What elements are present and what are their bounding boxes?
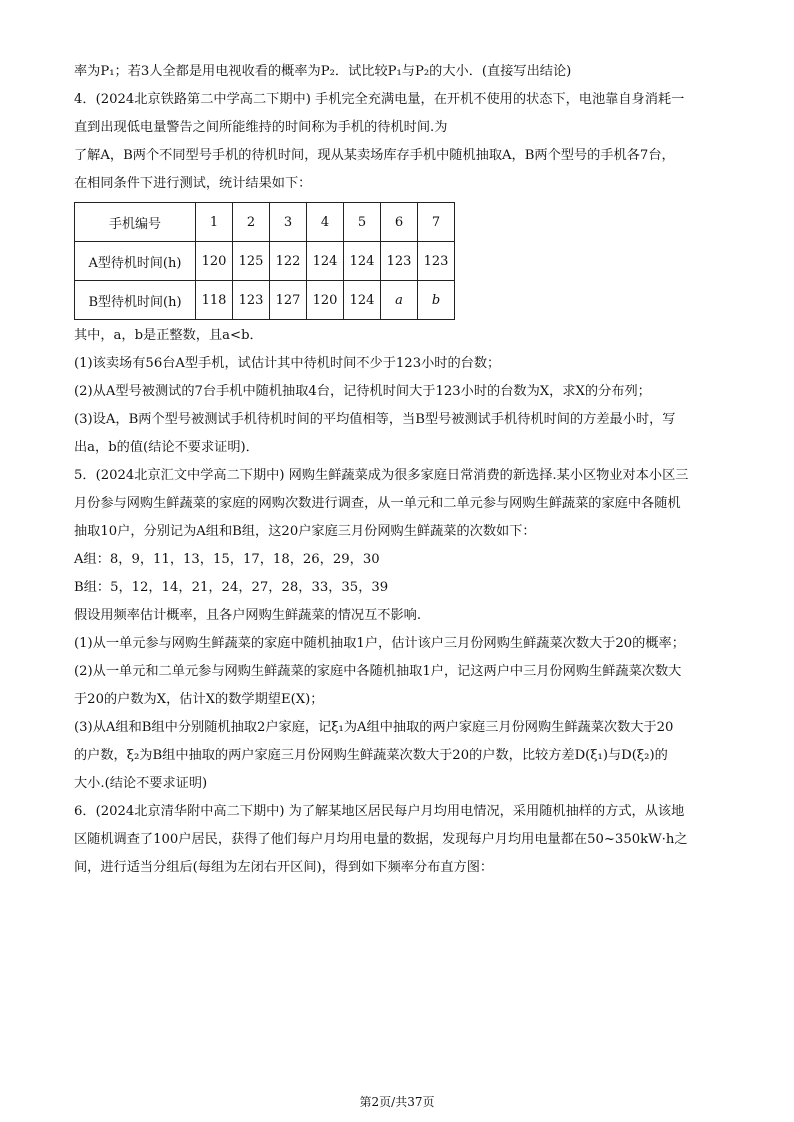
table-cell: 124 bbox=[344, 281, 381, 320]
q5-line: 的户数，ξ₂为B组中抽取的两户家庭三月份网购生鲜蔬菜次数大于20的户数，比较方差D(ξ₁)与D(ξ₂)的 bbox=[74, 748, 668, 763]
table-header-cell: 4 bbox=[307, 203, 344, 242]
q4-intro-line-2: 直到出现低电量警告之间所能维持的时间称为手机的待机时间.为 bbox=[74, 120, 448, 135]
table-cell: 125 bbox=[233, 242, 270, 281]
table-row-b bbox=[75, 281, 455, 320]
table-header-cell: 3 bbox=[270, 203, 307, 242]
q6-line: 区随机调查了100户居民，获得了他们每户月均用电量的数据，发现每户月均用电量都在50~350kW·h之 bbox=[74, 832, 688, 847]
table-cell: 124 bbox=[344, 242, 381, 281]
q5-line: 抽取10户，分别记为A组和B组，这20户家庭三月份网购生鲜蔬菜的次数如下： bbox=[74, 524, 536, 539]
table-cell: 123 bbox=[233, 281, 270, 320]
q4-intro-line-3: 了解A，B两个不同型号手机的待机时间，现从某卖场库存手机中随机抽取A，B两个型号的手机各7台， bbox=[74, 148, 675, 163]
q5-line: (3)从A组和B组中分别随机抽取2户家庭，记ξ₁为A组中抽取的两户家庭三月份网购生鲜蔬菜次数大于20 bbox=[74, 720, 674, 735]
table-cell: a bbox=[381, 281, 418, 320]
table-header-cell: 1 bbox=[196, 203, 233, 242]
table-cell: 120 bbox=[307, 281, 344, 320]
q4-line: 出a，b的值(结论不要求证明)． bbox=[74, 440, 259, 455]
q4-line: (2)从A型号被测试的7台手机中随机抽取4台，记待机时间大于123小时的台数为X，求X的分布列； bbox=[74, 384, 651, 399]
table-cell: b bbox=[418, 281, 455, 320]
table-cell: A型待机时间(h) bbox=[75, 242, 196, 281]
document-page bbox=[74, 58, 722, 882]
q5-group-a: A组：8，9，11，13，15，17，18，26，29，30 bbox=[74, 552, 380, 567]
q4-line: 其中，a，b是正整数，且a<b． bbox=[74, 328, 263, 343]
q5-line: 月份参与网购生鲜蔬菜的家庭的网购次数进行调查，从一单元和二单元参与网购生鲜蔬菜的家庭中各随机 bbox=[74, 496, 681, 511]
q6-line: 间，进行适当分组后(每组为左闭右开区间)，得到如下频率分布直方图： bbox=[74, 860, 494, 875]
table-cell: 123 bbox=[381, 242, 418, 281]
q4-line: (3)设A，B两个型号被测试手机待机时间的平均值相等，当B型号被测试手机待机时间的方差最小时，写 bbox=[74, 412, 676, 427]
table-cell: 123 bbox=[418, 242, 455, 281]
q5-line: 大小.(结论不要求证明) bbox=[74, 776, 208, 791]
table-cell: 118 bbox=[196, 281, 233, 320]
q3-tail-line: 率为P₁；若3人全都是用电视收看的概率为P₂．试比较P₁与P₂的大小．(直接写出结论) bbox=[74, 64, 572, 79]
standby-time-table bbox=[74, 202, 455, 320]
q4-intro-line-1: 4．(2024北京铁路第二中学高二下期中) 手机完全充满电量，在开机不使用的状态下，电池靠自身消耗一 bbox=[74, 92, 685, 107]
q4-intro-line-4: 在相同条件下进行测试，统计结果如下： bbox=[74, 176, 312, 191]
table-cell: 124 bbox=[307, 242, 344, 281]
page-footer: 第2页/共37页 bbox=[359, 1095, 435, 1109]
q5-line: (1)从一单元参与网购生鲜蔬菜的家庭中随机抽取1户，估计该户三月份网购生鲜蔬菜次数大于20的概率； bbox=[74, 636, 685, 651]
table-header-row bbox=[75, 203, 455, 242]
table-header-cell: 2 bbox=[233, 203, 270, 242]
table-row-a bbox=[75, 242, 455, 281]
q5-line: (2)从一单元和二单元参与网购生鲜蔬菜的家庭中各随机抽取1户，记这两户中三月份网购生鲜蔬菜次数大 bbox=[74, 664, 682, 679]
table-cell: 120 bbox=[196, 242, 233, 281]
q5-line: 5．(2024北京汇文中学高二下期中) 网购生鲜蔬菜成为很多家庭日常消费的新选择.某小区物业对本小区三 bbox=[74, 468, 689, 483]
table-cell: B型待机时间(h) bbox=[75, 281, 196, 320]
table-header-cell: 手机编号 bbox=[75, 203, 196, 242]
q5-line: 假设用频率估计概率，且各户网购生鲜蔬菜的情况互不影响. bbox=[74, 608, 422, 623]
table-header-cell: 6 bbox=[381, 203, 418, 242]
table-header-cell: 5 bbox=[344, 203, 381, 242]
table-cell: 127 bbox=[270, 281, 307, 320]
table-cell: 122 bbox=[270, 242, 307, 281]
q6-line: 6．(2024北京清华附中高二下期中) 为了解某地区居民每户月均用电情况，采用随机抽样的方式，从该地 bbox=[74, 804, 685, 819]
q5-group-b: B组：5，12，14，21，24，27，28，33，35，39 bbox=[74, 580, 389, 595]
q4-line: (1)该卖场有56台A型手机，试估计其中待机时间不少于123小时的台数； bbox=[74, 356, 501, 371]
q5-line: 于20的户数为X，估计X的数学期望E(X)； bbox=[74, 692, 324, 707]
table-header-cell: 7 bbox=[418, 203, 455, 242]
